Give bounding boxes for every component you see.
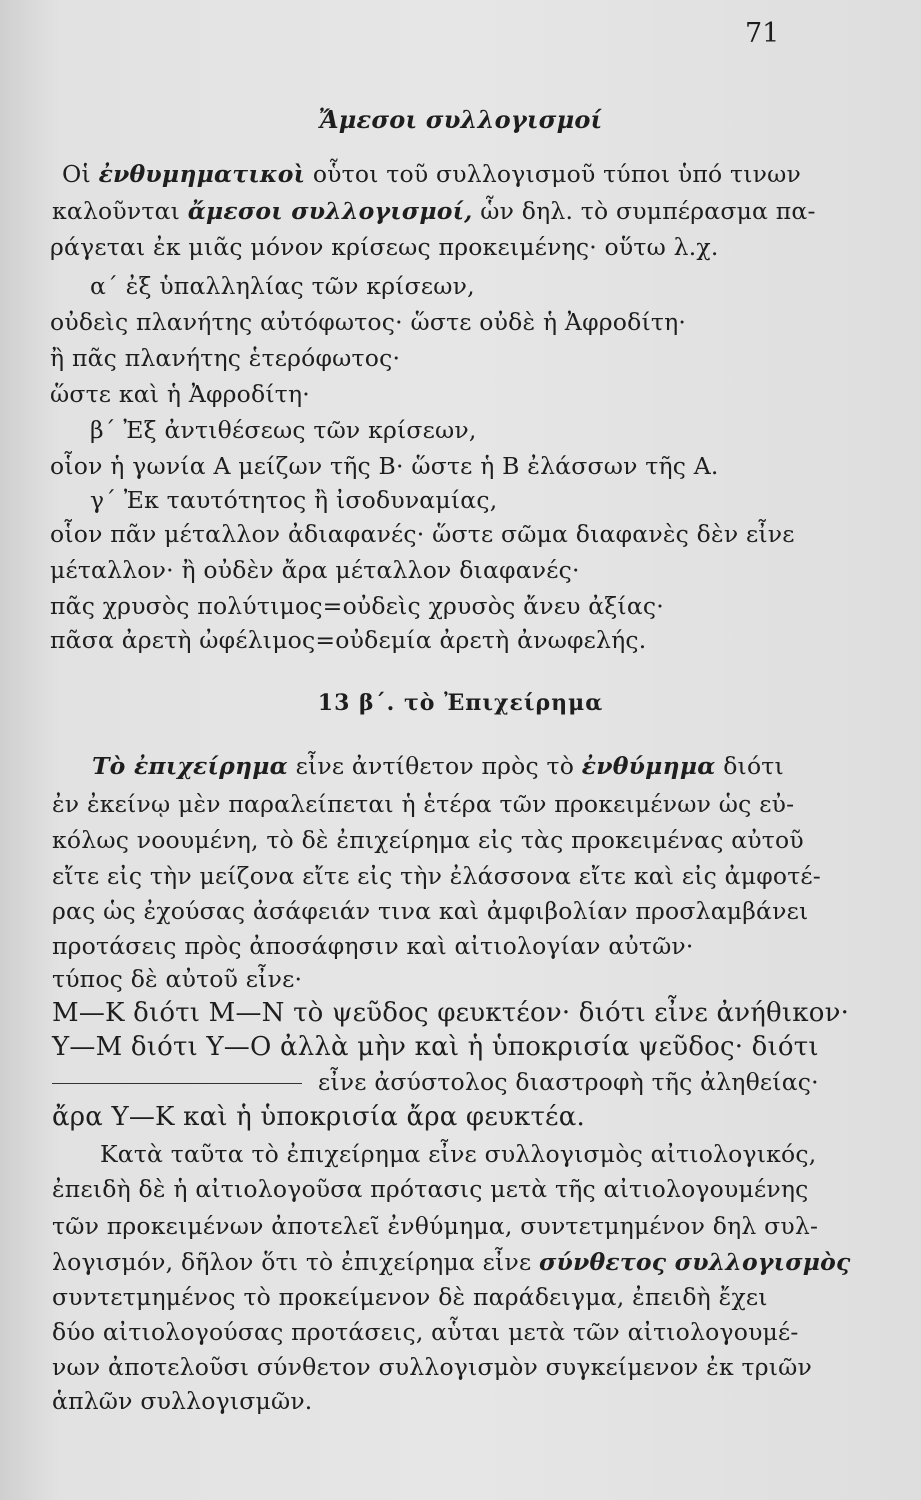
paragraph-line: εἴτε εἰς τὴν μείζονα εἴτε εἰς τὴν ἐλάσσονα εἴτε καὶ εἰς ἀμφοτέ- (52, 862, 821, 890)
example-line: γ΄ Ἐκ ταυτότητος ἢ ἰσοδυναμίας, (90, 486, 498, 514)
paragraph-line: λογισμόν, δῆλον ὅτι τὸ ἐπιχείρημα εἶνε σύνθετος συλλογισμὸς (52, 1248, 851, 1276)
example-line: πᾶς χρυσὸς πολύτιμος=οὐδεὶς χρυσὸς ἄνευ ἀξίας· (50, 592, 664, 620)
example-line: ὥστε καὶ ἡ Ἀφροδίτη· (50, 380, 310, 408)
example-line: μέταλλον· ἢ οὐδὲν ἄρα μέταλλον διαφανές· (50, 556, 580, 584)
page-number: 71 (745, 18, 780, 49)
paragraph-line: κόλως νοουμένη, τὸ δὲ ἐπιχείρημα εἰς τὰς προκειμένας αὐτοῦ (52, 826, 804, 854)
formula-line: εἶνε ἀσύστολος διαστροφὴ τῆς ἀληθείας· (52, 1068, 819, 1096)
example-line: οἷον ἡ γωνία Α μείζων τῆς Β· ὥστε ἡ Β ἐλάσσων τῆς Α. (50, 452, 719, 480)
example-line: οὐδεὶς πλανήτης αὐτόφωτος· ὥστε οὐδὲ ἡ Ἀφροδίτη· (50, 308, 687, 336)
paragraph-line: προτάσεις πρὸς ἀποσάφησιν καὶ αἰτιολογίαν αὐτῶν· (52, 932, 694, 960)
section-title-direct-syllogisms: Ἄμεσοι συλλογισμοί (318, 105, 603, 134)
paragraph-line: ἐπειδὴ δὲ ἡ αἰτιολογοῦσα πρότασις μετὰ τῆς αἰτιολογουμένης (52, 1175, 809, 1203)
paragraph-line: νων ἀποτελοῦσι σύνθετον συλλογισμὸν συγκείμενον ἐκ τριῶν (52, 1353, 813, 1381)
paragraph-line: συντετμημένος τὸ προκείμενον δὲ παράδειγμα, ἐπειδὴ ἔχει (52, 1283, 768, 1311)
paragraph-line: Οἱ ἐνθυμηματικοὶ οὗτοι τοῦ συλλογισμοῦ τύποι ὑπό τινων (62, 160, 802, 188)
example-line: α΄ ἐξ ὑπαλληλίας τῶν κρίσεων, (90, 272, 475, 300)
paragraph-line: ρας ὡς ἐχούσας ἀσάφειάν τινα καὶ ἀμφιβολίαν προσλαμβάνει (52, 897, 809, 925)
paragraph-line: Τὸ ἐπιχείρημα εἶνε ἀντίθετον πρὸς τὸ ἐνθύμημα διότι (92, 752, 784, 780)
formula-line: Υ—Μ διότι Υ—Ο ἀλλὰ μὴν καὶ ἡ ὑποκρισία ψεῦδος· διότι (52, 1032, 819, 1062)
formula-line: ἄρα Υ—Κ καὶ ἡ ὑποκρισία ἄρα φευκτέα. (52, 1102, 585, 1132)
paragraph-line: καλοῦνται ἄμεσοι συλλογισμοί, ὧν δηλ. τὸ συμπέρασμα πα- (52, 197, 816, 225)
paragraph-line: ἐν ἐκείνῳ μὲν παραλείπεται ἡ ἑτέρα τῶν προκειμένων ὡς εὐ- (52, 790, 795, 818)
paragraph-line: ράγεται ἐκ μιᾶς μόνον κρίσεως προκειμένης· οὕτω λ.χ. (50, 233, 719, 261)
example-line: οἷον πᾶν μέταλλον ἀδιαφανές· ὥστε σῶμα διαφανὲς δὲν εἶνε (50, 520, 795, 548)
example-line: β΄ Ἐξ ἀντιθέσεως τῶν κρίσεων, (90, 416, 477, 444)
formula-line: Μ—Κ διότι Μ—Ν τὸ ψεῦδος φευκτέον· διότι εἶνε ἀνήθικον· (52, 998, 850, 1028)
example-line: ἢ πᾶς πλανήτης ἑτερόφωτος· (50, 344, 401, 372)
example-line: πᾶσα ἀρετὴ ὠφέλιμος=οὐδεμία ἀρετὴ ἀνωφελής. (50, 626, 647, 654)
paragraph-line: τῶν προκειμένων ἀποτελεῖ ἐνθύμημα, συντετμημένον δηλ συλ- (52, 1212, 819, 1240)
paragraph-line: τύπος δὲ αὐτοῦ εἶνε· (52, 965, 303, 993)
section-title-epicheirema: 13 β΄. τὸ Ἐπιχείρημα (317, 690, 604, 716)
paragraph-line: ἁπλῶν συλλογισμῶν. (52, 1387, 313, 1415)
paragraph-line: Κατὰ ταῦτα τὸ ἐπιχείρημα εἶνε συλλογισμὸς αἰτιολογικός, (100, 1140, 817, 1168)
paragraph-line: δύο αἰτιολογούσας προτάσεις, αὗται μετὰ τῶν αἰτιολογουμέ- (52, 1318, 799, 1346)
blank-rule (52, 1083, 302, 1084)
